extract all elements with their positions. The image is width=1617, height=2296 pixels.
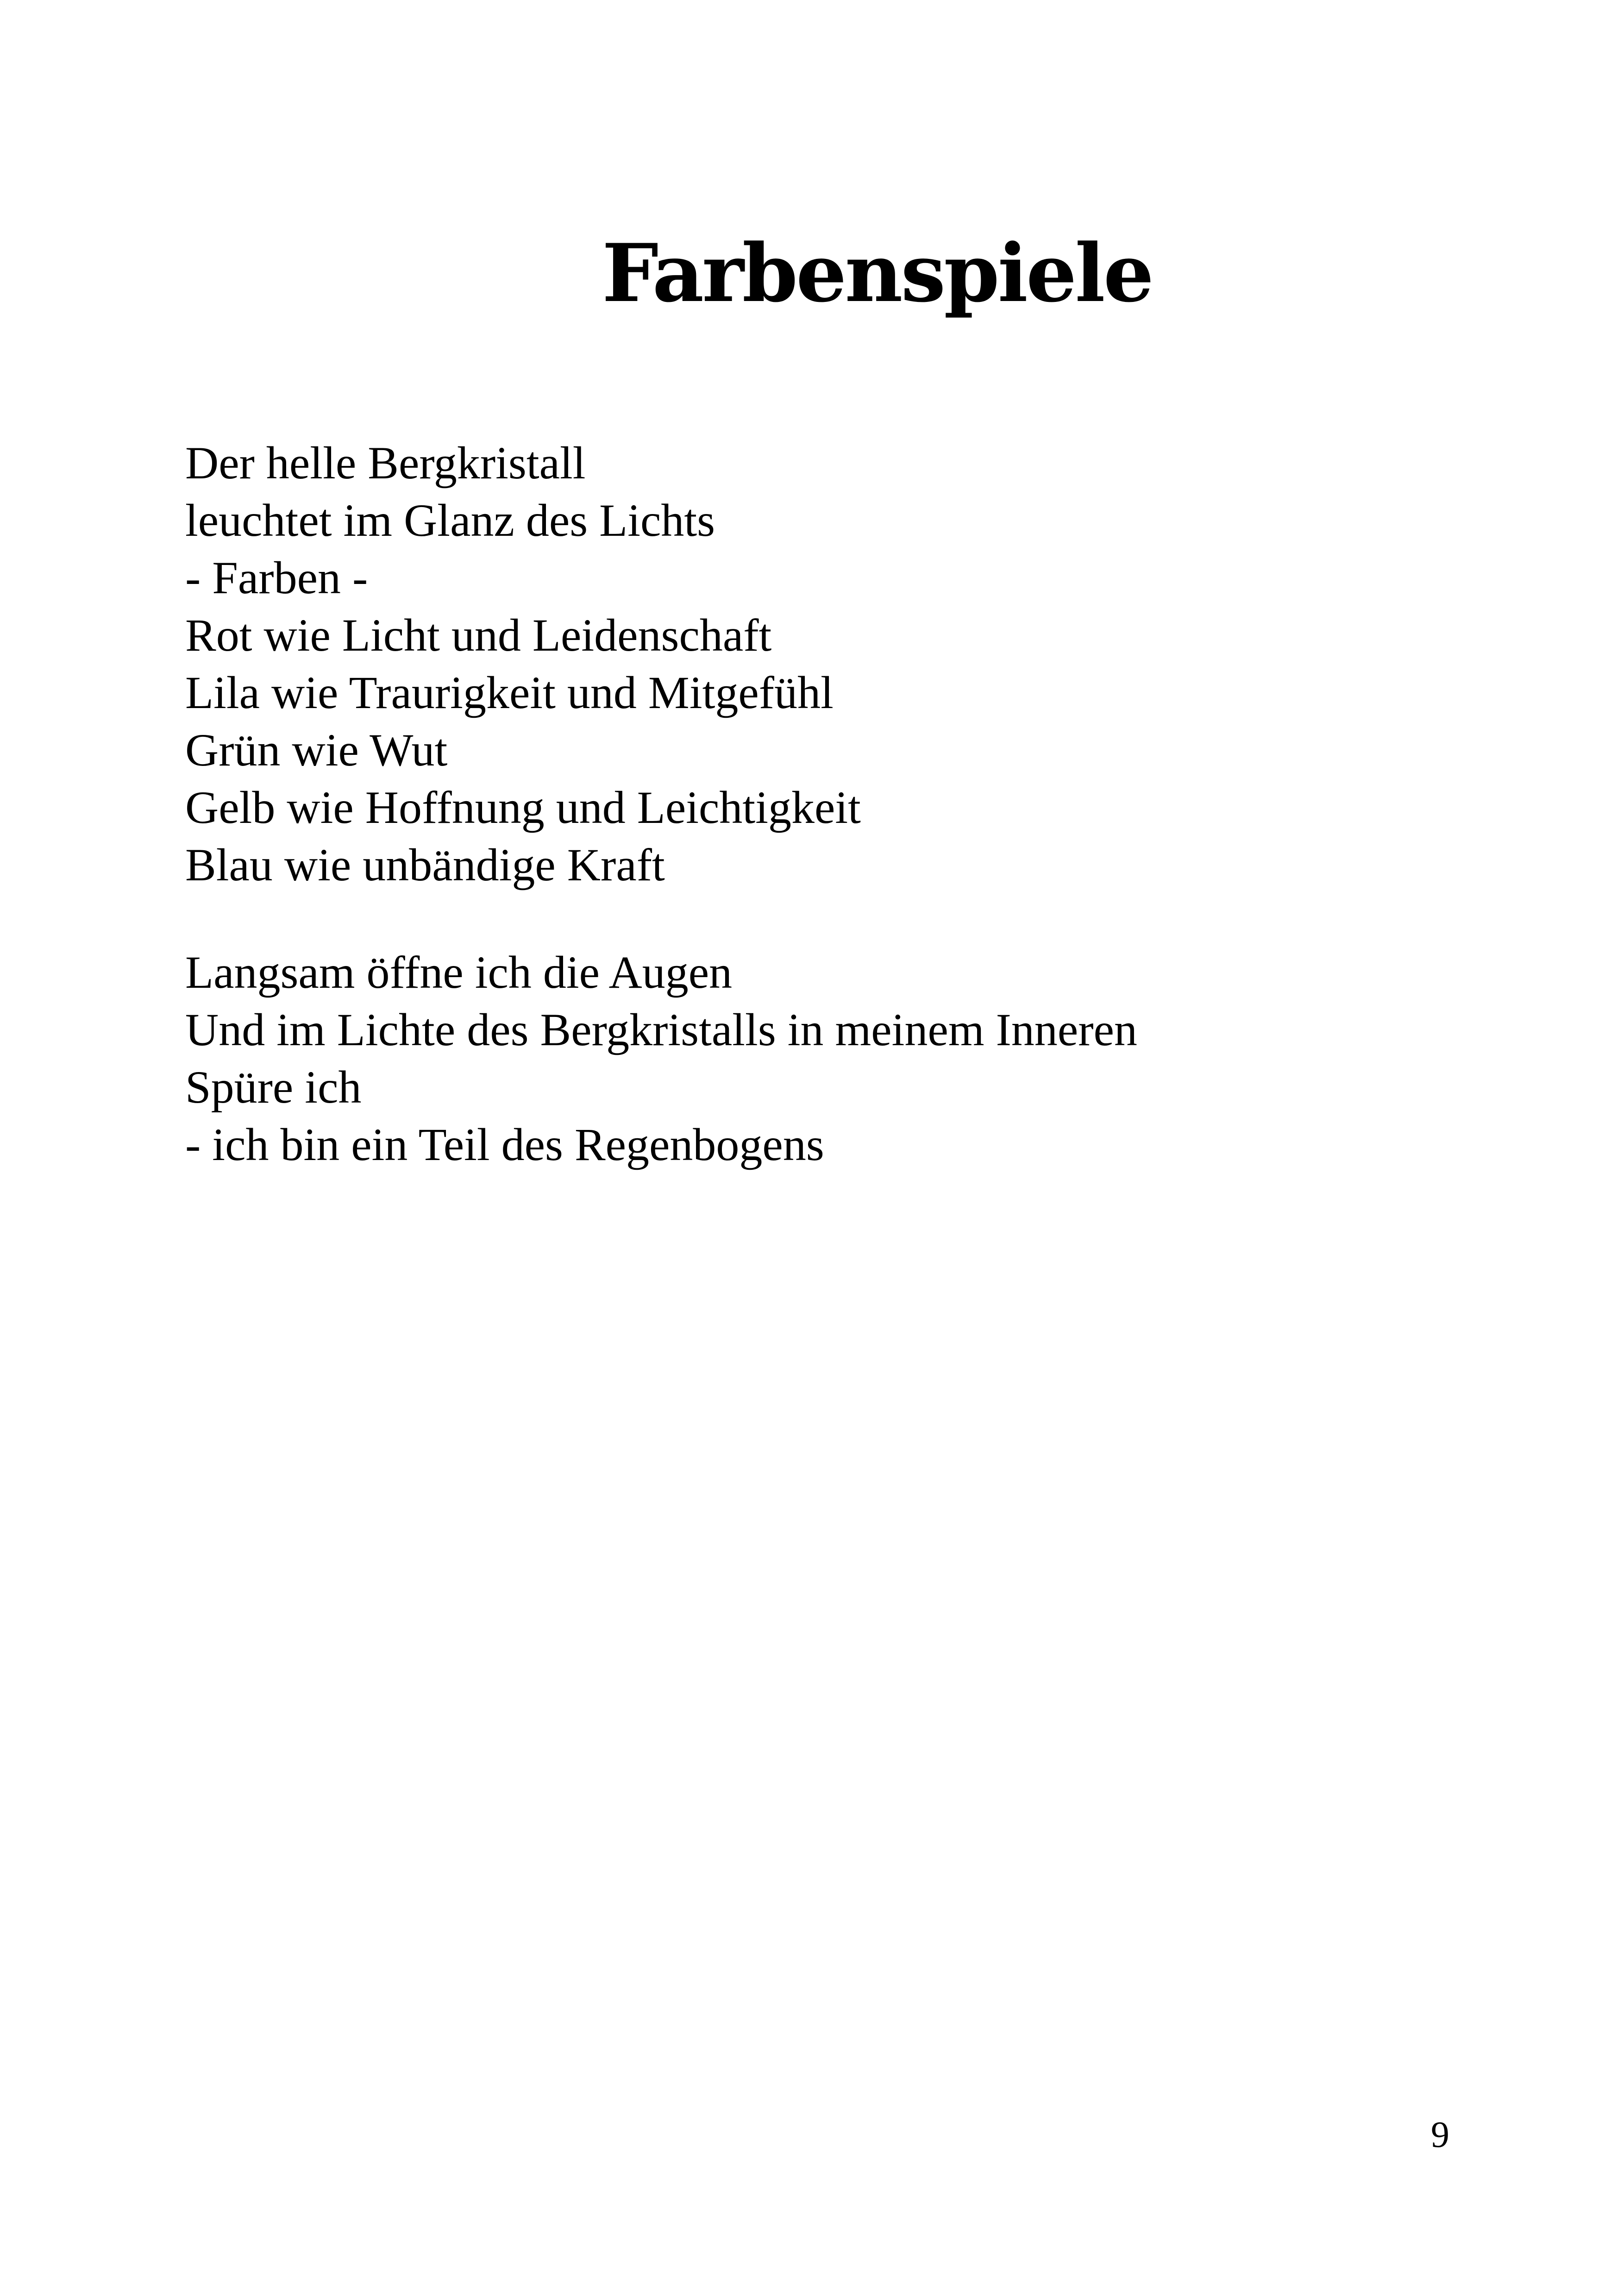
poem-line: Blau wie unbändige Kraft bbox=[185, 839, 665, 891]
stanza-1 bbox=[185, 434, 861, 894]
poem-line: Lila wie Traurigkeit und Mitgefühl bbox=[185, 667, 834, 718]
poem-line: Und im Lichte des Bergkristalls in meinem Inneren bbox=[185, 1004, 1138, 1055]
poem-title: Farbenspiele bbox=[602, 226, 1153, 320]
poem-line: Der helle Bergkristall bbox=[185, 437, 586, 489]
stanza-2 bbox=[185, 944, 1137, 1173]
poem-line: Grün wie Wut bbox=[185, 724, 448, 776]
poem-line: Spüre ich bbox=[185, 1061, 362, 1113]
poem-line: Gelb wie Hoffnung und Leichtigkeit bbox=[185, 782, 861, 833]
poem-line: Rot wie Licht und Leidenschaft bbox=[185, 609, 772, 661]
poem-line: - Farben - bbox=[185, 552, 368, 603]
page-number: 9 bbox=[1431, 2114, 1449, 2155]
poem-line: - ich bin ein Teil des Regenbogens bbox=[185, 1119, 824, 1170]
poem-line: leuchtet im Glanz des Lichts bbox=[185, 495, 715, 546]
poem-line: Langsam öffne ich die Augen bbox=[185, 947, 733, 998]
